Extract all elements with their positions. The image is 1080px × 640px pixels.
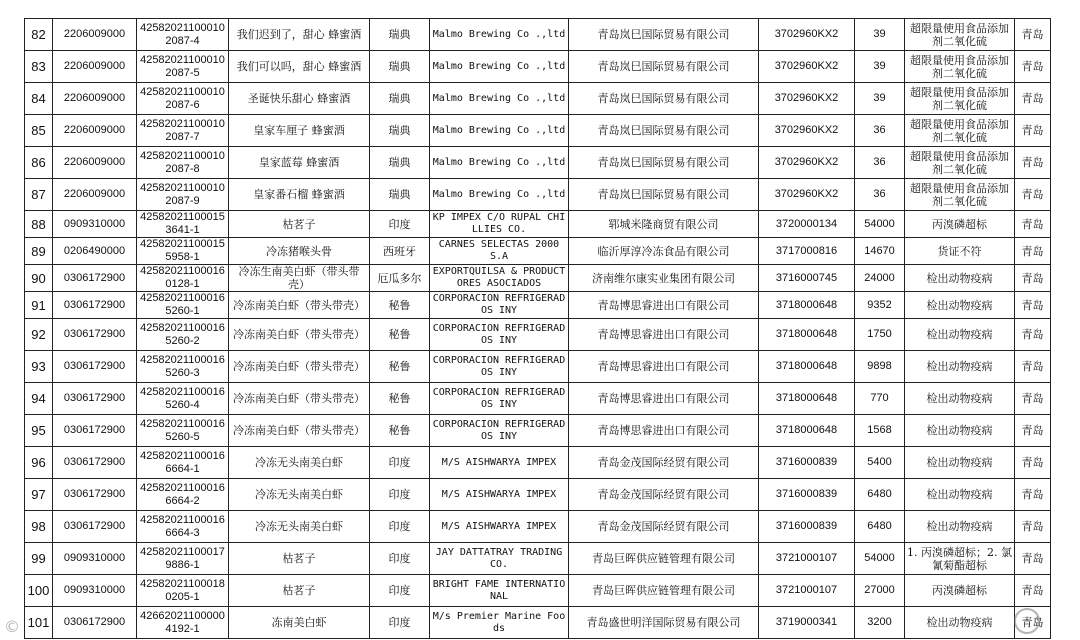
cell-importer: 临沂厚淳冷冻食品有限公司 <box>569 238 759 265</box>
cell-manufacturer: M/S AISHWARYA IMPEX <box>430 511 569 543</box>
cell-rejection-reason: 丙溴磷超标 <box>905 575 1015 607</box>
cell-manufacturer: Malmo Brewing Co .,ltd <box>430 19 569 51</box>
cell-origin-country: 秘鲁 <box>370 415 430 447</box>
cell-weight: 39 <box>855 19 905 51</box>
cell-hs-code: 2206009000 <box>53 147 137 179</box>
cell-rejection-reason: 超限量使用食品添加剂二氧化硫 <box>905 147 1015 179</box>
cell-row-number: 99 <box>25 543 53 575</box>
table-row <box>25 607 1051 639</box>
cell-origin-country: 秘鲁 <box>370 292 430 319</box>
cell-importer: 青岛岚巳国际贸易有限公司 <box>569 51 759 83</box>
cell-importer: 青岛巨晖供应链管理有限公司 <box>569 575 759 607</box>
cell-registration-code: 3716000839 <box>759 447 855 479</box>
cell-hs-code: 0306172900 <box>53 511 137 543</box>
cell-registration-code: 3720000134 <box>759 211 855 238</box>
cell-registration-code: 3718000648 <box>759 383 855 415</box>
cell-hs-code: 0206490000 <box>53 238 137 265</box>
cell-rejection-reason: 检出动物疫病 <box>905 292 1015 319</box>
cell-manufacturer: CORPORACION REFRIGERADOS INY <box>430 415 569 447</box>
cell-port: 青岛 <box>1015 147 1051 179</box>
cell-port: 青岛 <box>1015 351 1051 383</box>
cell-product-name: 冷冻无头南美白虾 <box>229 479 370 511</box>
cell-origin-country: 瑞典 <box>370 115 430 147</box>
cell-license-number: 425820211000153641-1 <box>137 211 229 238</box>
cell-importer: 青岛金茂国际经贸有限公司 <box>569 447 759 479</box>
cell-port: 青岛 <box>1015 575 1051 607</box>
cell-row-number: 96 <box>25 447 53 479</box>
table-row <box>25 351 1051 383</box>
cell-origin-country: 印度 <box>370 211 430 238</box>
cell-product-name: 冷冻南美白虾（带头带壳） <box>229 415 370 447</box>
cell-license-number: 425820211000166664-1 <box>137 447 229 479</box>
cell-weight: 36 <box>855 115 905 147</box>
cell-registration-code: 3702960KX2 <box>759 179 855 211</box>
cell-license-number: 425820211000165260-5 <box>137 415 229 447</box>
cell-manufacturer: M/S AISHWARYA IMPEX <box>430 479 569 511</box>
cell-registration-code: 3718000648 <box>759 319 855 351</box>
cell-hs-code: 0306172900 <box>53 265 137 292</box>
cell-license-number: 425820211000179886-1 <box>137 543 229 575</box>
cell-registration-code: 3702960KX2 <box>759 147 855 179</box>
cell-product-name: 冷冻生南美白虾（带头带壳） <box>229 265 370 292</box>
cell-origin-country: 印度 <box>370 447 430 479</box>
cell-port: 青岛 <box>1015 292 1051 319</box>
cell-importer: 青岛博思睿进出口有限公司 <box>569 319 759 351</box>
cell-rejection-reason: 检出动物疫病 <box>905 447 1015 479</box>
cell-hs-code: 0306172900 <box>53 319 137 351</box>
cell-hs-code: 2206009000 <box>53 115 137 147</box>
cell-registration-code: 3716000839 <box>759 479 855 511</box>
cell-rejection-reason: 超限量使用食品添加剂二氧化硫 <box>905 51 1015 83</box>
cell-manufacturer: M/s Premier Marine Foods <box>430 607 569 639</box>
cell-port: 青岛 <box>1015 238 1051 265</box>
cell-product-name: 枯茗子 <box>229 211 370 238</box>
cell-hs-code: 0306172900 <box>53 479 137 511</box>
cell-weight: 54000 <box>855 543 905 575</box>
table-row <box>25 383 1051 415</box>
cell-product-name: 圣诞快乐甜心 蜂蜜酒 <box>229 83 370 115</box>
cell-row-number: 98 <box>25 511 53 543</box>
cell-port: 青岛 <box>1015 543 1051 575</box>
cell-manufacturer: BRIGHT FAME INTERNATIONAL <box>430 575 569 607</box>
cell-rejection-reason: 检出动物疫病 <box>905 607 1015 639</box>
cell-registration-code: 3717000816 <box>759 238 855 265</box>
cell-registration-code: 3702960KX2 <box>759 19 855 51</box>
cell-weight: 39 <box>855 51 905 83</box>
cell-hs-code: 0306172900 <box>53 383 137 415</box>
cell-importer: 青岛盛世明洋国际贸易有限公司 <box>569 607 759 639</box>
cell-registration-code: 3702960KX2 <box>759 51 855 83</box>
cell-origin-country: 印度 <box>370 543 430 575</box>
table-row <box>25 265 1051 292</box>
cell-row-number: 85 <box>25 115 53 147</box>
cell-manufacturer: CORPORACION REFRIGERADOS INY <box>430 292 569 319</box>
cell-port: 青岛 <box>1015 607 1051 639</box>
cell-row-number: 87 <box>25 179 53 211</box>
cell-license-number: 425820211000102087-5 <box>137 51 229 83</box>
cell-importer: 青岛金茂国际经贸有限公司 <box>569 511 759 543</box>
cell-registration-code: 3716000839 <box>759 511 855 543</box>
cell-weight: 3200 <box>855 607 905 639</box>
cell-product-name: 冷冻南美白虾（带头带壳） <box>229 351 370 383</box>
cell-rejection-reason: 超限量使用食品添加剂二氧化硫 <box>905 115 1015 147</box>
table-row <box>25 83 1051 115</box>
cell-hs-code: 2206009000 <box>53 19 137 51</box>
cell-license-number: 425820211000165260-4 <box>137 383 229 415</box>
table-row <box>25 19 1051 51</box>
cell-origin-country: 瑞典 <box>370 51 430 83</box>
cell-hs-code: 0909310000 <box>53 211 137 238</box>
cell-registration-code: 3718000648 <box>759 415 855 447</box>
table-row <box>25 211 1051 238</box>
cell-rejection-reason: 检出动物疫病 <box>905 415 1015 447</box>
cell-row-number: 90 <box>25 265 53 292</box>
table-row <box>25 511 1051 543</box>
cell-hs-code: 0909310000 <box>53 543 137 575</box>
cell-importer: 青岛岚巳国际贸易有限公司 <box>569 19 759 51</box>
cell-origin-country: 印度 <box>370 575 430 607</box>
cell-manufacturer: Malmo Brewing Co .,ltd <box>430 147 569 179</box>
cell-origin-country: 瑞典 <box>370 19 430 51</box>
cell-weight: 36 <box>855 179 905 211</box>
watermark-right <box>1014 608 1040 634</box>
cell-manufacturer: Malmo Brewing Co .,ltd <box>430 115 569 147</box>
cell-license-number: 425820211000102087-8 <box>137 147 229 179</box>
cell-manufacturer: CORPORACION REFRIGERADOS INY <box>430 383 569 415</box>
cell-weight: 6480 <box>855 479 905 511</box>
cell-rejection-reason: 检出动物疫病 <box>905 479 1015 511</box>
cell-registration-code: 3719000341 <box>759 607 855 639</box>
cell-port: 青岛 <box>1015 19 1051 51</box>
cell-weight: 14670 <box>855 238 905 265</box>
cell-origin-country: 西班牙 <box>370 238 430 265</box>
cell-importer: 青岛岚巳国际贸易有限公司 <box>569 115 759 147</box>
cell-origin-country: 印度 <box>370 479 430 511</box>
cell-row-number: 88 <box>25 211 53 238</box>
cell-license-number: 425820211000102087-6 <box>137 83 229 115</box>
cell-origin-country: 厄瓜多尔 <box>370 265 430 292</box>
cell-rejection-reason: 超限量使用食品添加剂二氧化硫 <box>905 83 1015 115</box>
cell-port: 青岛 <box>1015 415 1051 447</box>
cell-manufacturer: EXPORTQUILSA & PRODUCTORES ASOCIADOS <box>430 265 569 292</box>
cell-hs-code: 2206009000 <box>53 83 137 115</box>
cell-rejection-reason: 检出动物疫病 <box>905 319 1015 351</box>
cell-manufacturer: KP IMPEX C/O RUPAL CHILLIES CO. <box>430 211 569 238</box>
cell-weight: 36 <box>855 147 905 179</box>
cell-origin-country: 印度 <box>370 511 430 543</box>
cell-origin-country: 印度 <box>370 607 430 639</box>
table-row <box>25 575 1051 607</box>
cell-weight: 9898 <box>855 351 905 383</box>
cell-hs-code: 0306172900 <box>53 607 137 639</box>
cell-license-number: 425820211000155958-1 <box>137 238 229 265</box>
cell-importer: 青岛巨晖供应链管理有限公司 <box>569 543 759 575</box>
cell-registration-code: 3718000648 <box>759 351 855 383</box>
cell-row-number: 93 <box>25 351 53 383</box>
cell-origin-country: 秘鲁 <box>370 383 430 415</box>
cell-license-number: 425820211000102087-9 <box>137 179 229 211</box>
cell-license-number: 425820211000165260-2 <box>137 319 229 351</box>
cell-port: 青岛 <box>1015 211 1051 238</box>
cell-origin-country: 秘鲁 <box>370 351 430 383</box>
cell-rejection-reason: 1. 丙溴磷超标；2. 氯氰菊酯超标 <box>905 543 1015 575</box>
cell-weight: 54000 <box>855 211 905 238</box>
cell-row-number: 100 <box>25 575 53 607</box>
cell-importer: 青岛金茂国际经贸有限公司 <box>569 479 759 511</box>
cell-importer: 青岛博思睿进出口有限公司 <box>569 292 759 319</box>
cell-port: 青岛 <box>1015 511 1051 543</box>
cell-weight: 770 <box>855 383 905 415</box>
cell-row-number: 101 <box>25 607 53 639</box>
cell-license-number: 425820211000102087-7 <box>137 115 229 147</box>
cell-product-name: 冷冻无头南美白虾 <box>229 511 370 543</box>
cell-license-number: 425820211000180205-1 <box>137 575 229 607</box>
table-row <box>25 238 1051 265</box>
cell-weight: 24000 <box>855 265 905 292</box>
cell-manufacturer: CORPORACION REFRIGERADOS INY <box>430 351 569 383</box>
cell-manufacturer: JAY DATTATRAY TRADING CO. <box>430 543 569 575</box>
cell-product-name: 皇家番石榴 蜂蜜酒 <box>229 179 370 211</box>
cell-weight: 6480 <box>855 511 905 543</box>
cell-importer: 济南维尔康实业集团有限公司 <box>569 265 759 292</box>
table-row <box>25 415 1051 447</box>
cell-registration-code: 3721000107 <box>759 575 855 607</box>
cell-rejection-reason: 超限量使用食品添加剂二氧化硫 <box>905 179 1015 211</box>
cell-weight: 39 <box>855 83 905 115</box>
cell-row-number: 97 <box>25 479 53 511</box>
cell-importer: 青岛岚巳国际贸易有限公司 <box>569 83 759 115</box>
cell-rejection-reason: 丙溴磷超标 <box>905 211 1015 238</box>
cell-registration-code: 3718000648 <box>759 292 855 319</box>
cell-manufacturer: CARNES SELECTAS 2000 S.A <box>430 238 569 265</box>
cell-importer: 青岛博思睿进出口有限公司 <box>569 351 759 383</box>
wechat-icon <box>1014 608 1040 634</box>
cell-port: 青岛 <box>1015 447 1051 479</box>
cell-row-number: 84 <box>25 83 53 115</box>
cell-origin-country: 瑞典 <box>370 83 430 115</box>
cell-weight: 9352 <box>855 292 905 319</box>
cell-port: 青岛 <box>1015 319 1051 351</box>
cell-port: 青岛 <box>1015 115 1051 147</box>
table-row <box>25 447 1051 479</box>
cell-registration-code: 3702960KX2 <box>759 83 855 115</box>
cell-hs-code: 0909310000 <box>53 575 137 607</box>
cell-hs-code: 2206009000 <box>53 179 137 211</box>
table-row <box>25 479 1051 511</box>
cell-product-name: 冻南美白虾 <box>229 607 370 639</box>
cell-license-number: 426620211000004192-1 <box>137 607 229 639</box>
cell-manufacturer: M/S AISHWARYA IMPEX <box>430 447 569 479</box>
cell-product-name: 枯茗子 <box>229 575 370 607</box>
cell-port: 青岛 <box>1015 179 1051 211</box>
cell-rejection-reason: 超限量使用食品添加剂二氧化硫 <box>905 19 1015 51</box>
cell-product-name: 冷冻南美白虾（带头带壳） <box>229 292 370 319</box>
cell-rejection-reason: 检出动物疫病 <box>905 383 1015 415</box>
cell-origin-country: 秘鲁 <box>370 319 430 351</box>
cell-origin-country: 瑞典 <box>370 179 430 211</box>
cell-weight: 1750 <box>855 319 905 351</box>
table-row <box>25 51 1051 83</box>
cell-port: 青岛 <box>1015 479 1051 511</box>
cell-license-number: 425820211000102087-4 <box>137 19 229 51</box>
table-row <box>25 292 1051 319</box>
cell-importer: 郓城米隆商贸有限公司 <box>569 211 759 238</box>
cell-product-name: 枯茗子 <box>229 543 370 575</box>
table-row <box>25 147 1051 179</box>
cell-registration-code: 3716000745 <box>759 265 855 292</box>
cell-row-number: 83 <box>25 51 53 83</box>
cell-rejection-reason: 货证不符 <box>905 238 1015 265</box>
cell-port: 青岛 <box>1015 83 1051 115</box>
cell-manufacturer: CORPORACION REFRIGERADOS INY <box>430 319 569 351</box>
cell-product-name: 冷冻南美白虾（带头带壳） <box>229 319 370 351</box>
cell-hs-code: 2206009000 <box>53 51 137 83</box>
cell-row-number: 82 <box>25 19 53 51</box>
watermark-left: © <box>4 617 20 636</box>
cell-row-number: 92 <box>25 319 53 351</box>
table-body <box>25 19 1051 639</box>
cell-product-name: 皇家车厘子 蜂蜜酒 <box>229 115 370 147</box>
cell-product-name: 我们可以吗，甜心 蜂蜜酒 <box>229 51 370 83</box>
cell-port: 青岛 <box>1015 383 1051 415</box>
cell-weight: 27000 <box>855 575 905 607</box>
cell-rejection-reason: 检出动物疫病 <box>905 511 1015 543</box>
cell-license-number: 425820211000166664-2 <box>137 479 229 511</box>
cell-manufacturer: Malmo Brewing Co .,ltd <box>430 51 569 83</box>
cell-importer: 青岛博思睿进出口有限公司 <box>569 383 759 415</box>
rejection-table <box>24 18 1051 639</box>
cell-row-number: 95 <box>25 415 53 447</box>
cell-origin-country: 瑞典 <box>370 147 430 179</box>
cell-product-name: 皇家蓝莓 蜂蜜酒 <box>229 147 370 179</box>
cell-row-number: 86 <box>25 147 53 179</box>
cell-product-name: 冷冻南美白虾（带头带壳） <box>229 383 370 415</box>
cell-license-number: 425820211000160128-1 <box>137 265 229 292</box>
cell-weight: 5400 <box>855 447 905 479</box>
table-row <box>25 543 1051 575</box>
cell-importer: 青岛岚巳国际贸易有限公司 <box>569 147 759 179</box>
cell-license-number: 425820211000165260-3 <box>137 351 229 383</box>
table-row <box>25 319 1051 351</box>
cell-license-number: 425820211000165260-1 <box>137 292 229 319</box>
cell-hs-code: 0306172900 <box>53 351 137 383</box>
cell-importer: 青岛岚巳国际贸易有限公司 <box>569 179 759 211</box>
cell-product-name: 冷冻无头南美白虾 <box>229 447 370 479</box>
cell-importer: 青岛博思睿进出口有限公司 <box>569 415 759 447</box>
cell-manufacturer: Malmo Brewing Co .,ltd <box>430 83 569 115</box>
cell-row-number: 91 <box>25 292 53 319</box>
cell-rejection-reason: 检出动物疫病 <box>905 265 1015 292</box>
cell-rejection-reason: 检出动物疫病 <box>905 351 1015 383</box>
cell-license-number: 425820211000166664-3 <box>137 511 229 543</box>
cell-port: 青岛 <box>1015 265 1051 292</box>
cell-port: 青岛 <box>1015 51 1051 83</box>
cell-weight: 1568 <box>855 415 905 447</box>
cell-hs-code: 0306172900 <box>53 415 137 447</box>
cell-row-number: 89 <box>25 238 53 265</box>
table-row <box>25 179 1051 211</box>
cell-registration-code: 3702960KX2 <box>759 115 855 147</box>
cell-registration-code: 3721000107 <box>759 543 855 575</box>
cell-row-number: 94 <box>25 383 53 415</box>
cell-manufacturer: Malmo Brewing Co .,ltd <box>430 179 569 211</box>
cell-product-name: 我们迟到了，甜心 蜂蜜酒 <box>229 19 370 51</box>
cell-product-name: 冷冻猪喉头骨 <box>229 238 370 265</box>
cell-hs-code: 0306172900 <box>53 447 137 479</box>
cell-hs-code: 0306172900 <box>53 292 137 319</box>
table-row <box>25 115 1051 147</box>
